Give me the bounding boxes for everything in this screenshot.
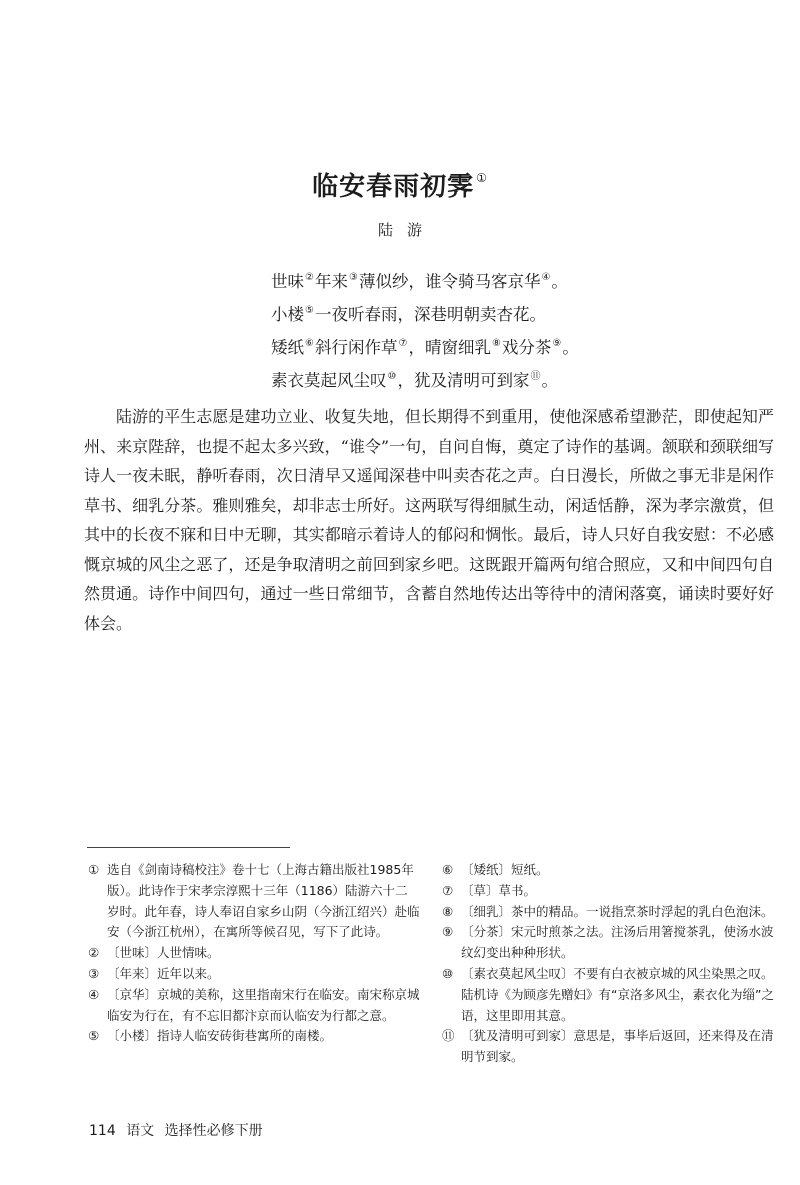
footnotes-left-column xyxy=(88,860,420,1047)
footnote-marker[interactable]: ③ xyxy=(348,272,358,283)
footnotes-right-column xyxy=(442,860,782,1068)
footnote-marker[interactable]: ⑨ xyxy=(552,338,562,349)
footnote-text: 〔京华〕京城的美称，这里指南宋行在临安。南宋称京城临安为行在，有不忘旧都汴京而认临安为行都之意。 xyxy=(107,986,420,1023)
footnote-number: ⑨ xyxy=(442,924,454,940)
footnote-marker[interactable]: ⑤ xyxy=(305,305,314,316)
footer-volume: 选择性必修下册 xyxy=(164,1123,263,1139)
poem-body xyxy=(271,263,691,395)
footnote-marker[interactable]: ② xyxy=(305,272,314,283)
footnote-number: ② xyxy=(88,945,100,961)
poem-text: ，犹及清明可到家 xyxy=(397,371,530,390)
footnote-text: 〔犹及清明可到家〕意思是，事毕后返回，还来得及在清明节到家。 xyxy=(461,1028,774,1065)
footnote xyxy=(442,902,782,923)
title-note-mark[interactable]: ① xyxy=(476,171,488,185)
footnote xyxy=(88,964,420,985)
footnote-text: 〔世味〕人世情味。 xyxy=(107,945,220,961)
poem-title-text: 临安春雨初霁 xyxy=(312,172,475,202)
page-footer xyxy=(89,1120,269,1140)
footnote-text: 〔小楼〕指诗人临安砖街巷寓所的南楼。 xyxy=(107,1028,333,1044)
poem-text: 斜行闲作草 xyxy=(314,338,398,357)
footnote xyxy=(442,1026,782,1068)
poem-text: ，晴窗细乳 xyxy=(408,338,491,357)
footnote-number: ⑪ xyxy=(442,1028,455,1044)
poem-text: 年来 xyxy=(314,272,348,291)
poem-text: 矮纸 xyxy=(271,338,304,357)
poem-line xyxy=(271,362,691,395)
footnote xyxy=(88,860,420,943)
footnote-text: 〔细乳〕茶中的精品。一说指烹茶时浮起的乳白色泡沫。 xyxy=(461,903,774,919)
poem-text: 薄似纱，谁令骑马客京华 xyxy=(358,272,541,291)
poem-text: 。 xyxy=(562,338,579,357)
poem-line xyxy=(271,329,691,362)
footnote xyxy=(442,860,782,881)
poem-text: 戏分茶 xyxy=(501,338,552,357)
footnote-marker[interactable]: ⑩ xyxy=(387,371,397,382)
poem-text: 素衣莫起风尘叹 xyxy=(271,371,387,390)
poem-text: 小楼 xyxy=(271,305,304,324)
footnote-marker[interactable]: ⑪ xyxy=(530,371,541,382)
poem-text: 。 xyxy=(541,371,558,390)
poem-title xyxy=(0,166,800,203)
footnote-number: ⑩ xyxy=(442,965,454,981)
poem-line xyxy=(271,296,691,329)
footnote-text: 〔草〕草书。 xyxy=(461,882,537,898)
footnote-text: 〔年来〕近年以来。 xyxy=(107,965,220,981)
footnote-marker[interactable]: ⑧ xyxy=(491,338,501,349)
footnote xyxy=(88,1026,420,1047)
footnote-number: ③ xyxy=(88,965,100,981)
footnote-text: 〔分茶〕宋元时煎茶之法。注汤后用箸搅茶乳，使汤水波纹幻变出种种形状。 xyxy=(461,924,774,961)
commentary xyxy=(84,402,774,638)
footnote-number: ⑦ xyxy=(442,882,454,898)
footnote-marker[interactable]: ⑥ xyxy=(305,338,314,349)
footnote xyxy=(442,964,782,1026)
footnote-text: 选自《剑南诗稿校注》卷十七（上海古籍出版社1985年版）。此诗作于宋孝宗淳熙十三年（1186）陆游六十二岁时。此年春，诗人奉诏自家乡山阴（今浙江绍兴）赴临安（今浙江杭州），在寓所等候召见，写下了此诗。 xyxy=(107,862,420,940)
page-number: 114 xyxy=(89,1123,116,1139)
footnote xyxy=(442,881,782,902)
footnote-divider xyxy=(87,847,290,848)
footnote-text: 〔矮纸〕短纸。 xyxy=(461,862,549,877)
footnote-text: 〔素衣莫起风尘叹〕不要有白衣被京城的风尘染黑之叹。陆机诗《为顾彦先赠妇》有“京洛多风尘，素衣化为缁”之语，这里即用其意。 xyxy=(461,965,774,1023)
footnote-number: ⑧ xyxy=(442,903,454,919)
footnote xyxy=(442,922,782,964)
footnote-number: ⑤ xyxy=(88,1028,100,1044)
poem-text: 。 xyxy=(551,272,568,291)
footnote xyxy=(88,943,420,964)
poem-text: 世味 xyxy=(271,272,304,291)
footnote-marker[interactable]: ⑦ xyxy=(398,338,408,349)
footnote-number: ④ xyxy=(88,986,100,1002)
commentary-paragraph: 陆游的平生志愿是建功立业、收复失地，但长期得不到重用，使他深感希望渺茫，即使起知严州、来京陛辞，也提不起太多兴致，“谁令”一句，自问自悔，奠定了诗作的基调。颔联和颈联细写诗人一夜未眠，静听春雨，次日清早又遥闻深巷中叫卖杏花之声。白日漫长，所做之事无非是闲作草书、细乳分茶。雅则雅矣，却非志士所好。这两联写得细腻生动，闲适恬静，深为孝宗激赏，但其中的长夜不寐和日中无聊，其实都暗示着诗人的郁闷和惆怅。最后，诗人只好自我安慰：不必感慨京城的风尘之恶了，还是争取清明之前回到家乡吧。这既跟开篇两句绾合照应，又和中间四句自然贯通。诗作中间四句，通过一些日常细节，含蓄自然地传达出等待中的清闲落寞，诵读时要好好体会。 xyxy=(84,407,774,633)
footnote xyxy=(88,985,420,1027)
poem-text: 一夜听春雨，深巷明朝卖杏花。 xyxy=(314,305,546,324)
footnote-number: ⑥ xyxy=(442,862,454,877)
footer-subject: 语文 xyxy=(126,1123,155,1139)
poem-author: 陆游 xyxy=(377,221,436,239)
poem-line xyxy=(271,263,691,296)
footnote-marker[interactable]: ④ xyxy=(541,272,551,283)
footnote-number: ① xyxy=(88,862,100,877)
